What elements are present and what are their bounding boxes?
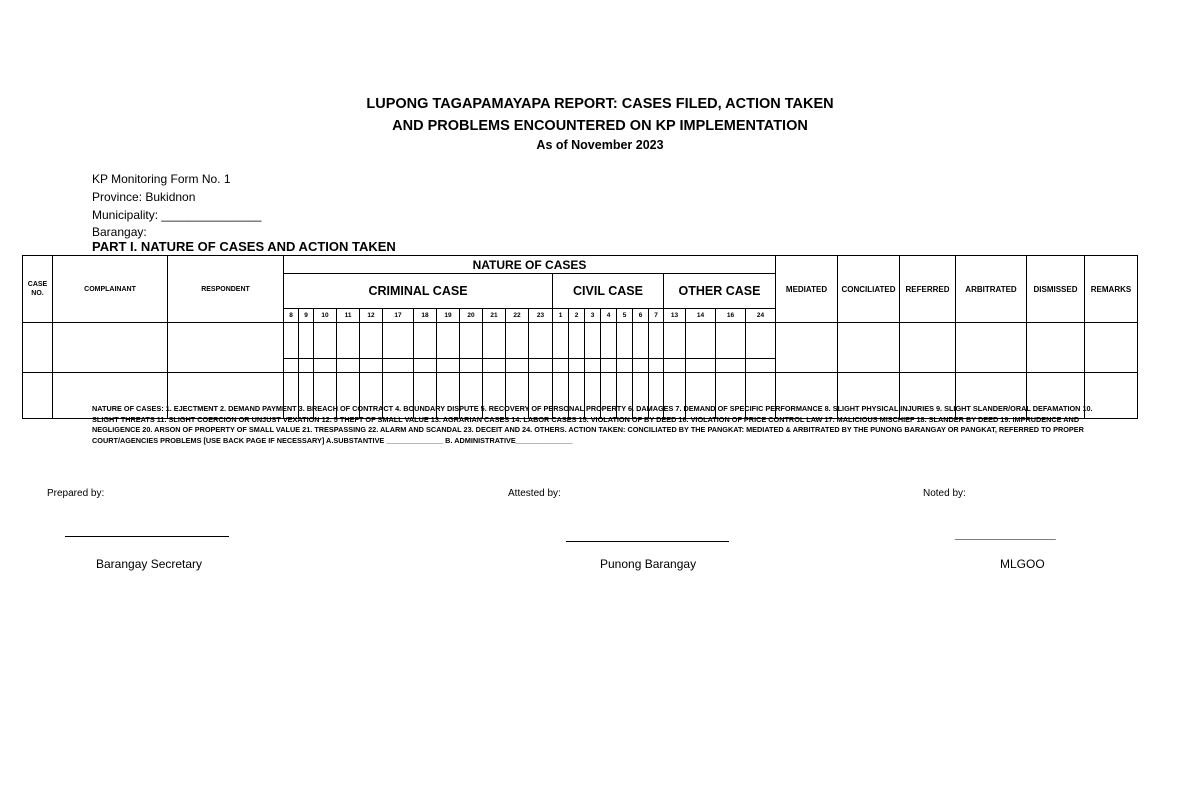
criminal-number: 8 (284, 309, 299, 323)
noted-by-label: Noted by: (923, 488, 966, 499)
criminal-number: 17 (383, 309, 414, 323)
punong-barangay-label: Punong Barangay (600, 557, 697, 571)
criminal-number: 18 (414, 309, 437, 323)
complainant-cell[interactable] (53, 323, 168, 373)
criminal-number: 20 (460, 309, 483, 323)
form-number: KP Monitoring Form No. 1 (92, 172, 231, 186)
header-nature-of-cases: NATURE OF CASES (284, 256, 776, 274)
respondent-cell[interactable] (168, 323, 284, 373)
dismissed-cell[interactable] (1027, 323, 1085, 373)
header-arbitrated: ARBITRATED (956, 256, 1027, 323)
criminal-number: 11 (337, 309, 360, 323)
arbitrated-cell[interactable] (956, 323, 1027, 373)
secretary-signature-line (65, 536, 229, 537)
civil-number: 7 (649, 309, 664, 323)
report-title-line1: LUPONG TAGAPAMAYAPA REPORT: CASES FILED, ACTION TAKEN (366, 96, 834, 112)
civil-number: 4 (601, 309, 617, 323)
civil-number: 2 (569, 309, 585, 323)
report-as-of-date: As of November 2023 (536, 138, 664, 152)
header-respondent: RESPONDENT (168, 256, 284, 323)
civil-number: 5 (617, 309, 633, 323)
civil-number: 1 (553, 309, 569, 323)
header-other-case: OTHER CASE (664, 274, 776, 309)
criminal-number: 9 (299, 309, 314, 323)
remarks-cell[interactable] (1085, 323, 1138, 373)
header-dismissed: DISMISSED (1027, 256, 1085, 323)
municipality-field: Municipality: _______________ (92, 208, 262, 222)
other-number: 24 (746, 309, 776, 323)
criminal-number: 19 (437, 309, 460, 323)
header-conciliated: CONCILIATED (838, 256, 900, 323)
prepared-by-label: Prepared by: (47, 488, 105, 499)
criminal-number: 21 (483, 309, 506, 323)
header-civil-case: CIVIL CASE (553, 274, 664, 309)
civil-number: 6 (633, 309, 649, 323)
province-field: Province: Bukidnon (92, 190, 196, 204)
other-number: 16 (716, 309, 746, 323)
punong-signature-line (566, 541, 729, 542)
criminal-number: 22 (506, 309, 529, 323)
attested-by-label: Attested by: (508, 488, 561, 499)
other-number: 14 (686, 309, 716, 323)
header-complainant: COMPLAINANT (53, 256, 168, 323)
barangay-field: Barangay: (92, 225, 147, 239)
referred-cell[interactable] (900, 323, 956, 373)
header-referred: REFERRED (900, 256, 956, 323)
barangay-secretary-label: Barangay Secretary (96, 557, 203, 571)
report-title-line2: AND PROBLEMS ENCOUNTERED ON KP IMPLEMENTATION (392, 118, 808, 134)
civil-number: 3 (585, 309, 601, 323)
case-no-cell[interactable] (23, 373, 53, 419)
conciliated-cell[interactable] (838, 323, 900, 373)
header-criminal-case: CRIMINAL CASE (284, 274, 553, 309)
case-no-cell[interactable] (23, 323, 53, 373)
nature-of-cases-legend: NATURE OF CASES: 1. EJECTMENT 2. DEMAND PAYMENT 3. BREACH OF CONTRACT 4. BOUNDARY DISPUTE 5. RECOVERY OF PERSONAL PROPERTY 6. DAMAGES 7. DEMAND OF SPECIFIC PERFORMANCE 8. SLIGHT PHYSICAL INJURIES 9. SLIGHT SLANDER/ORAL DEFAMATION 10. SLIGHT THREATS 11. SLIGHT COERCION OR UNJUST VEXATION 12. 5 THEFT OF SMALL VALUE 13. AGRARIAN CASES 14. LABOR CASES 15. VIOLATION OF BY DEED 16. VIOLATION OF PRICE CONTROL LAW 17. MALICIOUS MISCHIEF 18. SLANDER BY DEED 19. IMPRUDENCE AND NEGLIGENCE 20. ARSON OF PROPERTY OF SMALL VALUE 21. TRESPASSING 22. ALARM AND SCANDAL 23. DECEIT AND 24. OTHERS. ACTION TAKEN: CONCILIATED BY THE PANGKAT: MEDIATED & ARBITRATED BY THE PUNONG BARANGAY OR PANGKAT, REFERRED TO PROPER COURT/AGENCIES PROBLEMS [USE BACK PAGE IF NECESSARY] A.SUBSTANTIVE ______________ B. ADMINISTRATIVE______________ (92, 404, 1093, 445)
criminal-number: 23 (529, 309, 553, 323)
mlgoo-label: MLGOO (1000, 557, 1045, 571)
header-remarks: REMARKS (1085, 256, 1138, 323)
table-row-entry-1a (23, 323, 1138, 359)
mlgoo-signature-line: ________________ (955, 526, 1055, 541)
header-mediated: MEDIATED (776, 256, 838, 323)
part-one-title: PART I. NATURE OF CASES AND ACTION TAKEN (92, 239, 396, 254)
criminal-number: 12 (360, 309, 383, 323)
cases-table (22, 255, 1138, 419)
criminal-number: 10 (314, 309, 337, 323)
mediated-cell[interactable] (776, 323, 838, 373)
header-case-no: CASE NO. (23, 256, 53, 323)
other-number: 13 (664, 309, 686, 323)
